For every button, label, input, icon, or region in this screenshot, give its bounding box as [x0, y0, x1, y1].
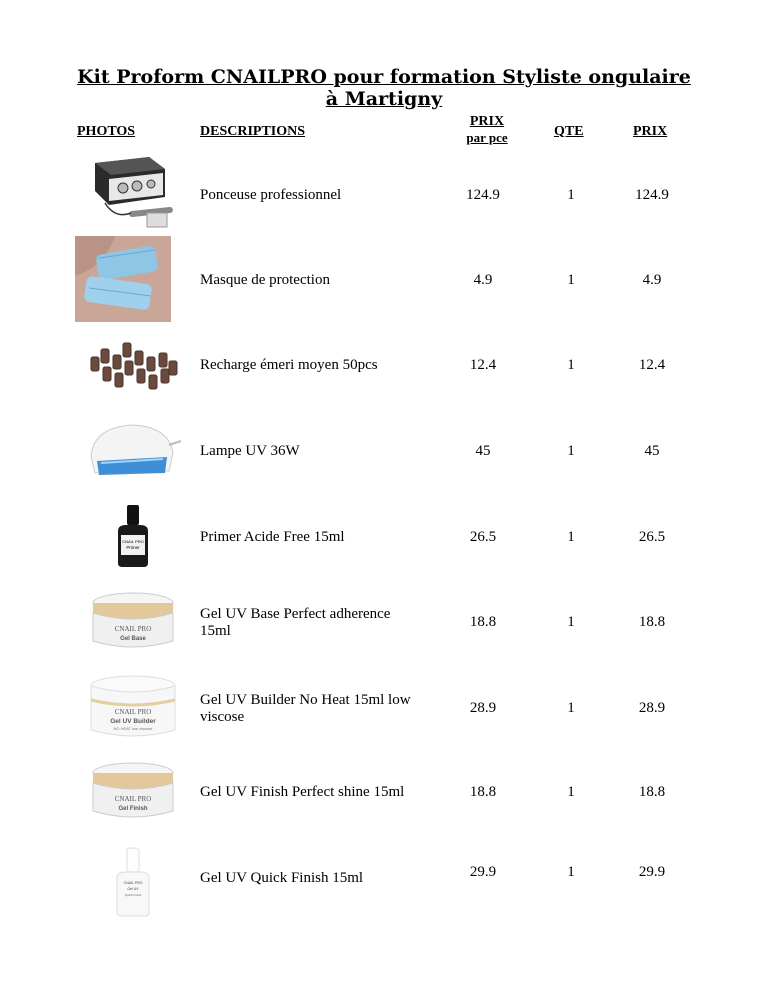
item-price: 124.9 — [635, 187, 669, 203]
header-price: PRIX — [633, 124, 668, 139]
item-qty: 1 — [567, 784, 575, 800]
item-price: 4.9 — [642, 272, 662, 288]
sanding-bands-icon — [77, 330, 189, 400]
jar-label-name: Gel Base — [120, 636, 146, 642]
item-unit-price: 45 — [475, 443, 491, 459]
item-price: 18.8 — [638, 784, 666, 800]
item-qty: 1 — [567, 529, 575, 545]
header-photos: PHOTOS — [77, 124, 136, 139]
item-unit-price: 29.9 — [469, 864, 497, 880]
gel-jar-icon — [77, 584, 189, 660]
gel-jar-icon — [77, 668, 189, 748]
item-description: Masque de protection — [200, 272, 330, 288]
item-description: Recharge émeri moyen 50pcs — [200, 357, 378, 373]
item-price: 45 — [644, 443, 660, 459]
uv-lamp-icon — [77, 412, 189, 492]
header-unit-price-sub: par pce — [466, 130, 508, 145]
item-qty: 1 — [567, 187, 575, 203]
primer-label-brand: CNAIL PRO — [122, 539, 144, 544]
item-price: 29.9 — [638, 864, 666, 880]
item-price: 18.8 — [638, 614, 666, 630]
item-description: Primer Acide Free 15ml — [200, 529, 345, 545]
item-qty: 1 — [567, 272, 575, 288]
item-description: Ponceuse professionnel — [200, 187, 342, 203]
item-unit-price: 12.4 — [469, 357, 497, 373]
item-price: 12.4 — [638, 357, 666, 373]
item-description: Gel UV Base Perfect adherence 15ml — [200, 606, 391, 639]
jar-label-brand: CNAIL PRO — [114, 795, 152, 803]
header-unit-price — [454, 114, 520, 146]
item-unit-price: 18.8 — [469, 614, 497, 630]
item-price: 26.5 — [638, 529, 666, 545]
item-unit-price: 124.9 — [466, 187, 500, 203]
finish-label-name: Gel UV — [127, 887, 139, 891]
face-mask-icon — [75, 236, 171, 322]
jar-label-name: Gel Finish — [118, 806, 148, 812]
item-description: Gel UV Finish Perfect shine 15ml — [200, 784, 405, 800]
item-unit-price: 18.8 — [469, 784, 497, 800]
finish-label-sub: Quick Finish — [124, 893, 142, 897]
item-qty: 1 — [567, 700, 575, 716]
jar-label-brand: CNAIL PRO — [114, 708, 152, 716]
item-qty: 1 — [567, 614, 575, 630]
item-unit-price: 28.9 — [469, 700, 497, 716]
header-qty: QTE — [554, 124, 584, 139]
item-description: Gel UV Quick Finish 15ml — [200, 870, 364, 886]
item-price: 28.9 — [638, 700, 666, 716]
jar-label-name: Gel UV Builder — [110, 718, 156, 725]
gel-jar-icon — [77, 754, 189, 830]
item-description: Lampe UV 36W — [200, 443, 300, 459]
item-description: Gel UV Builder No Heat 15ml low viscose — [200, 692, 411, 725]
item-unit-price: 4.9 — [473, 272, 493, 288]
item-unit-price: 26.5 — [469, 529, 497, 545]
primer-bottle-icon — [77, 500, 189, 572]
finish-label-brand: CNAIL PRO — [123, 881, 143, 885]
title-line-1: Kit Proform CNAILPRO pour formation Styliste ongulaire — [77, 66, 691, 88]
jar-label-sub: NO HEAT low viscose — [113, 726, 153, 731]
polish-bottle-icon — [77, 844, 189, 920]
header-descriptions: DESCRIPTIONS — [200, 124, 306, 139]
page-title — [0, 66, 768, 110]
title-line-2: à Martigny — [325, 88, 443, 110]
item-qty: 1 — [567, 357, 575, 373]
item-qty: 1 — [567, 443, 575, 459]
nail-drill-icon — [77, 152, 189, 232]
header-unit-price-label: PRIX — [469, 114, 505, 129]
primer-label-name: Primer — [126, 545, 140, 550]
jar-label-brand: CNAIL PRO — [114, 625, 152, 633]
item-qty: 1 — [567, 864, 575, 880]
